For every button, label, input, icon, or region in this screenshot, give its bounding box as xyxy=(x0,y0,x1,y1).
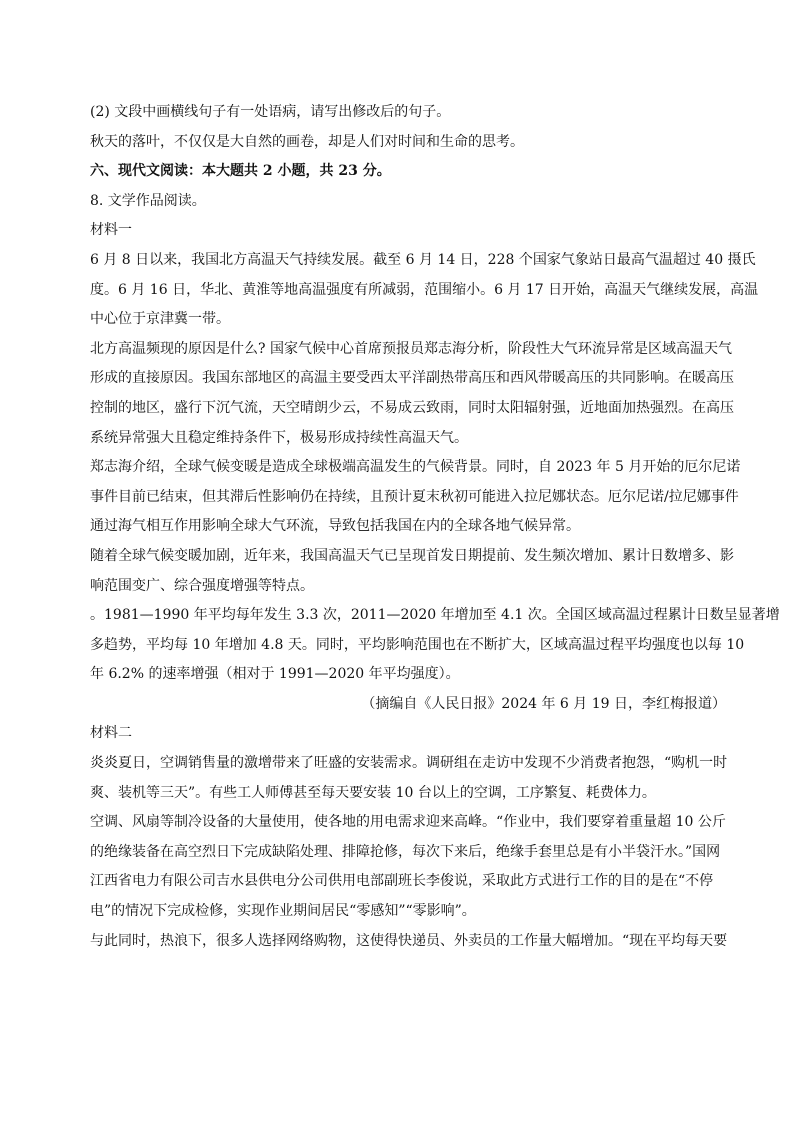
text-line: 6 月 8 日以来，我国北方高温天气持续发展。截至 6 月 14 日，228 个国家气象站日最高气温超过 40 摄氏 xyxy=(90,251,756,268)
text-line: 控制的地区，盛行下沉气流，天空晴朗少云，不易成云致雨，同时太阳辐射强，近地面加热强烈。在高压 xyxy=(90,399,734,416)
text-line: 随着全球气候变暖加剧，近年来，我国高温天气已呈现首发日期提前、发生频次增加、累计日数增多、影 xyxy=(90,547,734,564)
document-body xyxy=(90,98,780,956)
text-line: (2) 文段中画横线句子有一处语病，请写出修改后的句子。 xyxy=(90,104,451,120)
text-line: 材料一 xyxy=(90,222,132,239)
text-line: 年 6.2% 的速率增强（相对于 1991—2020 年平均强度）。 xyxy=(90,666,460,683)
text-line: 郑志海介绍，全球气候变暖是造成全球极端高温发生的气候背景。同时，自 2023 年 5 月开始的厄尔尼诺 xyxy=(90,459,741,476)
text-line: 与此同时，热浪下，很多人选择网络购物，这使得快递员、外卖员的工作量大幅增加。“现在平均每天要 xyxy=(90,932,728,949)
text-line: 爽、装机等三天”。有些工人师傅甚至每天要安装 10 台以上的空调，工序繁复、耗费体力。 xyxy=(90,784,656,801)
text-line: 炎炎夏日，空调销售量的激增带来了旺盛的安装需求。调研组在走访中发现不少消费者抱怨，“购机一时 xyxy=(90,755,728,772)
text-line: 江西省电力有限公司吉水县供电分公司供用电部副班长李俊说，采取此方式进行工作的目的是在“不停 xyxy=(90,873,714,890)
text-line: 通过海气相互作用影响全球大气环流，导致包括我国在内的全球各地气候异常。 xyxy=(90,518,580,535)
text-line: 中心位于京津冀一带。 xyxy=(90,311,230,328)
text-line: 系统异常强大且稳定维持条件下，极易形成持续性高温天气。 xyxy=(90,429,468,446)
text-line: 事件目前已结束，但其滞后性影响仍在持续，且预计夏末秋初可能进入拉尼娜状态。厄尔尼诺/拉尼娜事件 xyxy=(90,488,739,505)
text-line: 多趋势，平均每 10 年增加 4.8 天。同时，平均影响范围也在不断扩大，区域高温过程平均强度也以每 10 xyxy=(90,636,745,653)
section-heading: 六、现代文阅读：本大题共 2 小题，共 23 分。 xyxy=(90,163,391,180)
text-line: 电”的情况下完成检修，实现作业期间居民“零感知”“零影响”。 xyxy=(90,903,476,920)
text-line: 秋天的落叶，不仅仅是大自然的画卷，却是人们对时间和生命的思考。 xyxy=(90,133,524,150)
text-line: 的绝缘装备在高空烈日下完成缺陷处理、排障抢修，每次下来后，绝缘手套里总是有小半袋汗水。”国网 xyxy=(90,843,721,860)
text-line: 北方高温频现的原因是什么? 国家气候中心首席预报员郑志海分析，阶段性大气环流异常是区域高温天气 xyxy=(90,340,732,357)
source-citation: （摘编自《人民日报》2024 年 6 月 19 日，李红梅报道） xyxy=(361,695,726,712)
text-line: 材料二 xyxy=(90,725,132,742)
text-line: 8. 文学作品阅读。 xyxy=(90,192,206,209)
text-line: 度。6 月 16 日，华北、黄淮等地高温强度有所减弱，范围缩小。6 月 17 日开始，高温天气继续发展，高温 xyxy=(90,281,759,298)
text-line: 。1981—1990 年平均每年发生 3.3 次，2011—2020 年增加至 4.1 次。全国区域高温过程累计日数呈显著增 xyxy=(90,607,780,624)
text-line: 响范围变广、综合强度增强等特点。 xyxy=(90,577,314,594)
text-line: 形成的直接原因。我国东部地区的高温主要受西太平洋副热带高压和西风带暖高压的共同影响。在暖高压 xyxy=(90,370,734,387)
text-line: 空调、风扇等制冷设备的大量使用，使各地的用电需求迎来高峰。“作业中，我们要穿着重量超 10 公斤 xyxy=(90,814,726,831)
